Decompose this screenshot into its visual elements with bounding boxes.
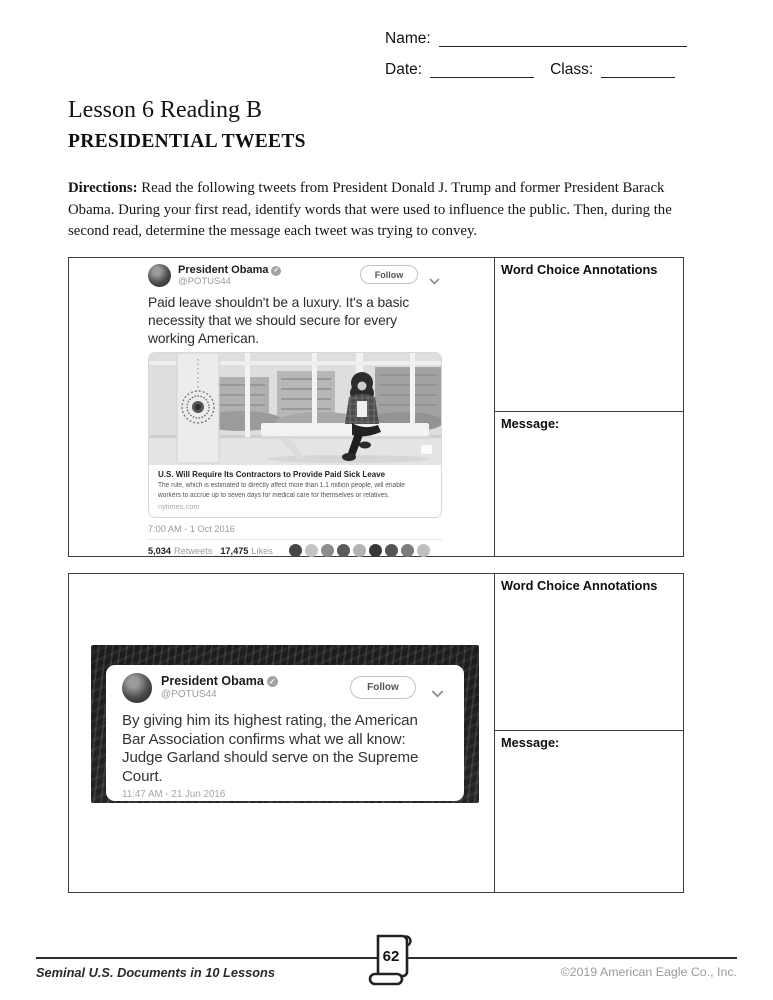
tweet-2	[106, 665, 464, 801]
article-link-card[interactable]	[148, 352, 442, 518]
retweet-count: 5,034	[148, 545, 171, 556]
class-blank-line	[601, 61, 675, 78]
obama-avatar	[148, 264, 171, 287]
series-title: Seminal U.S. Documents in 10 Lessons	[36, 965, 275, 980]
date-blank-line	[430, 61, 534, 78]
liker-avatar	[321, 544, 334, 557]
date-class-field-row	[385, 61, 675, 78]
article-source: nytimes.com	[158, 502, 200, 512]
tweet-1-timestamp: 7:00 AM - 1 Oct 2016	[148, 524, 235, 535]
page-number-scroll-icon	[366, 930, 414, 993]
like-label: Likes	[251, 545, 273, 556]
chevron-down-icon[interactable]	[431, 685, 444, 703]
directions-text: Directions: Read the following tweets from President Donald J. Trump and former President Barack Obama. During your first read, identify words that were used to influence the public. Then, during the second read, determine the message each tweet was trying to convey.	[68, 180, 672, 240]
like-count: 17,475	[220, 545, 249, 556]
message-area: Message:	[501, 735, 560, 750]
tweet-2-text: By giving him its highest rating, the American Bar Association confirms what we all know: Judge Garland should serve on the Supreme Court.	[122, 712, 419, 785]
page-number: 62	[382, 948, 400, 965]
directions-label: Directions:	[68, 180, 138, 196]
tweet-2-author: President Obama ✓	[161, 674, 448, 688]
message-area: Message:	[501, 416, 560, 431]
chevron-down-icon[interactable]	[429, 272, 440, 290]
box-2-annotation-column	[494, 574, 683, 892]
worksheet-box-2	[68, 573, 684, 893]
obama-avatar	[122, 673, 152, 703]
liker-avatar	[401, 544, 414, 557]
verified-badge-icon: ✓	[271, 266, 281, 276]
lesson-title: Lesson 6 Reading B	[68, 97, 262, 123]
liker-avatar	[369, 544, 382, 557]
tweet-2-timestamp: 11:47 AM - 21 Jun 2016	[122, 789, 226, 801]
name-label: Name:	[385, 30, 431, 47]
liker-avatar	[417, 544, 430, 557]
worksheet-box-1	[68, 257, 684, 557]
follow-button[interactable]: Follow	[350, 676, 416, 699]
box-1-annotation-column	[494, 258, 683, 556]
word-choice-annotations-area: Word Choice Annotations	[495, 258, 683, 412]
liker-avatar	[289, 544, 302, 557]
follow-button[interactable]: Follow	[360, 265, 418, 284]
tweet-photo	[149, 353, 441, 465]
tweet-2-screenshot-frame	[91, 645, 479, 803]
tweet-2-header	[122, 672, 448, 706]
tweet-2-handle: @POTUS44	[161, 689, 217, 700]
tweet-1-stats	[148, 544, 442, 557]
article-title: U.S. Will Require Its Contractors to Provide Paid Sick Leave	[158, 470, 386, 479]
liker-avatar	[305, 544, 318, 557]
liker-avatars	[289, 544, 433, 557]
liker-avatar	[353, 544, 366, 557]
date-label: Date:	[385, 61, 423, 78]
article-description: The rule, which is estimated to directly affect more than 1.1 million people, will enable workers to accrue up to seven days for medical care for themselves or relatives.	[158, 482, 405, 499]
liker-avatar	[385, 544, 398, 557]
word-choice-annotations-area: Word Choice Annotations	[495, 574, 683, 731]
tweet-1-text: Paid leave shouldn't be a luxury. It's a basic necessity that we should secure for every working American.	[148, 295, 410, 346]
class-label: Class:	[550, 61, 594, 78]
tweet-1-header	[148, 263, 442, 289]
liker-avatar	[337, 544, 350, 557]
tweet-1	[148, 263, 442, 557]
name-blank-line	[439, 30, 687, 47]
lesson-subtitle: PRESIDENTIAL TWEETS	[68, 131, 306, 152]
retweet-label: Retweets	[174, 545, 213, 556]
tweet-1-author: President Obama ✓	[178, 264, 442, 276]
copyright-text: ©2019 American Eagle Co., Inc.	[560, 965, 737, 979]
name-field-row	[385, 30, 687, 47]
tweet-1-handle: @POTUS44	[178, 276, 231, 287]
verified-badge-icon: ✓	[267, 676, 278, 687]
tweet-1-divider	[148, 539, 442, 540]
